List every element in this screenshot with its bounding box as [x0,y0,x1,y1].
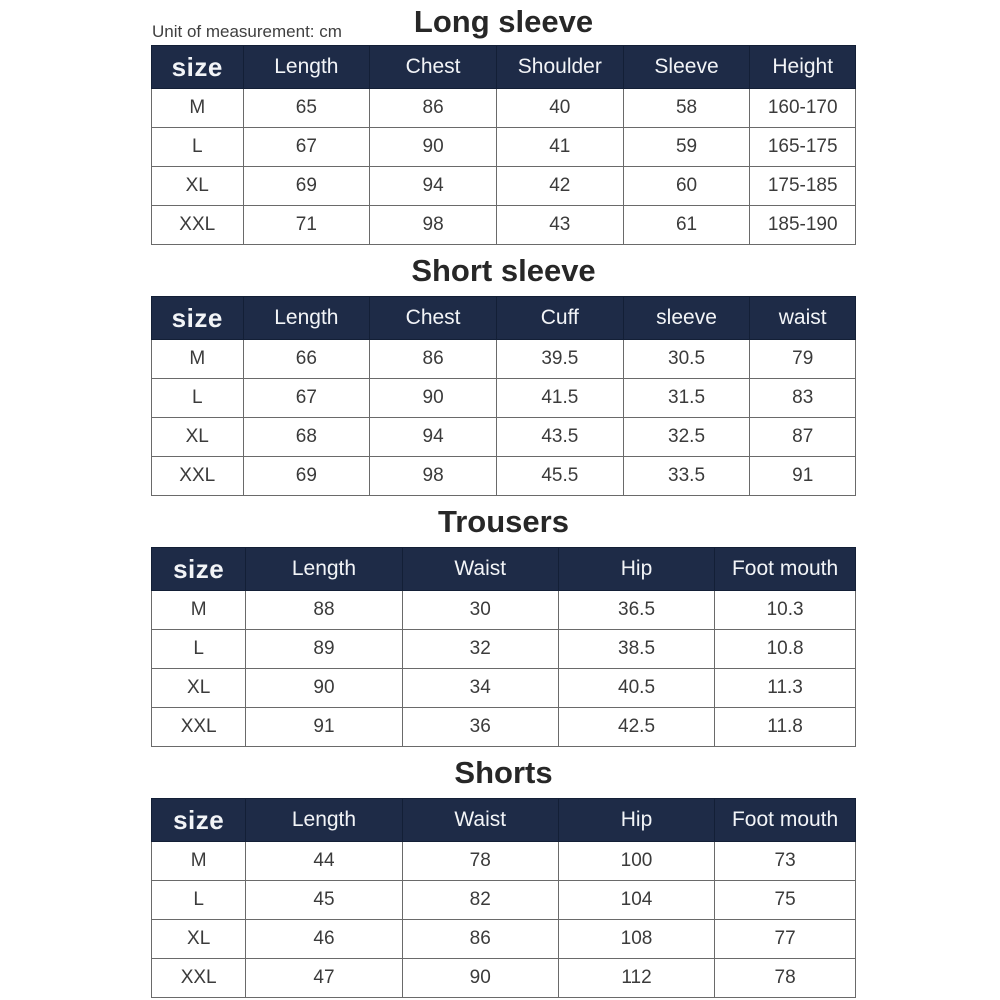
value-cell: 71 [243,206,370,245]
short-sleeve-size-table [151,296,856,496]
value-cell: 41 [496,128,623,167]
table-row [152,340,856,379]
size-cell: L [152,379,244,418]
value-cell: 60 [623,167,750,206]
value-cell: 86 [370,89,497,128]
table-row [152,881,856,920]
value-cell: 89 [246,630,402,669]
table-row [152,630,856,669]
value-cell: 30 [402,591,558,630]
header-cell: Foot mouth [715,548,856,591]
size-cell: XXL [152,206,244,245]
value-cell: 11.3 [715,669,856,708]
header-row [152,46,856,89]
value-cell: 30.5 [623,340,750,379]
value-cell: 65 [243,89,370,128]
header-cell: Length [243,297,370,340]
value-cell: 175-185 [750,167,856,206]
size-cell: M [152,340,244,379]
header-cell: Cuff [496,297,623,340]
value-cell: 94 [370,167,497,206]
value-cell: 43.5 [496,418,623,457]
value-cell: 68 [243,418,370,457]
header-cell: Shoulder [496,46,623,89]
value-cell: 77 [715,920,856,959]
value-cell: 11.8 [715,708,856,747]
value-cell: 90 [370,379,497,418]
value-cell: 33.5 [623,457,750,496]
value-cell: 10.3 [715,591,856,630]
header-cell: waist [750,297,856,340]
value-cell: 38.5 [558,630,714,669]
value-cell: 69 [243,457,370,496]
value-cell: 42 [496,167,623,206]
header-cell: Sleeve [623,46,750,89]
header-cell: Length [246,799,402,842]
value-cell: 91 [750,457,856,496]
table-row [152,669,856,708]
value-cell: 36 [402,708,558,747]
size-header-cell: size [152,799,246,842]
size-cell: XL [152,669,246,708]
value-cell: 43 [496,206,623,245]
table-row [152,379,856,418]
header-row [152,799,856,842]
table-title-shorts: Shorts [454,755,553,790]
size-header-cell: size [152,297,244,340]
value-cell: 83 [750,379,856,418]
shorts-size-table [151,798,856,998]
header-cell: Waist [402,799,558,842]
value-cell: 67 [243,379,370,418]
size-cell: XXL [152,708,246,747]
value-cell: 47 [246,959,402,998]
value-cell: 41.5 [496,379,623,418]
size-cell: L [152,630,246,669]
size-cell: XL [152,418,244,457]
header-cell: sleeve [623,297,750,340]
value-cell: 44 [246,842,402,881]
table-title-long-sleeve: Long sleeve [413,4,594,39]
value-cell: 86 [402,920,558,959]
value-cell: 108 [558,920,714,959]
size-header-cell: size [152,548,246,591]
value-cell: 78 [715,959,856,998]
value-cell: 66 [243,340,370,379]
value-cell: 90 [246,669,402,708]
value-cell: 69 [243,167,370,206]
value-cell: 46 [246,920,402,959]
header-row [152,297,856,340]
size-cell: M [152,89,244,128]
size-header-cell: size [152,46,244,89]
value-cell: 86 [370,340,497,379]
value-cell: 79 [750,340,856,379]
size-chart-sheet [151,0,856,1000]
header-row [152,548,856,591]
sheet-header [151,0,856,45]
size-cell: XXL [152,457,244,496]
size-cell: XL [152,167,244,206]
value-cell: 160-170 [750,89,856,128]
header-cell: Waist [402,548,558,591]
value-cell: 185-190 [750,206,856,245]
header-cell: Hip [558,799,714,842]
value-cell: 40 [496,89,623,128]
value-cell: 61 [623,206,750,245]
value-cell: 75 [715,881,856,920]
header-cell: Chest [370,297,497,340]
value-cell: 98 [370,457,497,496]
size-cell: L [152,128,244,167]
table-row [152,457,856,496]
value-cell: 36.5 [558,591,714,630]
table-row [152,708,856,747]
value-cell: 100 [558,842,714,881]
value-cell: 87 [750,418,856,457]
value-cell: 88 [246,591,402,630]
header-cell: Chest [370,46,497,89]
header-cell: Hip [558,548,714,591]
value-cell: 34 [402,669,558,708]
value-cell: 104 [558,881,714,920]
value-cell: 165-175 [750,128,856,167]
table-row [152,89,856,128]
value-cell: 90 [402,959,558,998]
trousers-size-table [151,547,856,747]
value-cell: 42.5 [558,708,714,747]
value-cell: 73 [715,842,856,881]
unit-of-measurement-note: Unit of measurement: cm [152,22,342,41]
header-cell: Length [246,548,402,591]
long-sleeve-size-table [151,45,856,245]
table-title-trousers: Trousers [438,504,569,539]
value-cell: 78 [402,842,558,881]
header-cell: Length [243,46,370,89]
size-cell: M [152,591,246,630]
table-row [152,167,856,206]
value-cell: 98 [370,206,497,245]
size-cell: XXL [152,959,246,998]
header-cell: Height [750,46,856,89]
table-row [152,128,856,167]
size-cell: XL [152,920,246,959]
value-cell: 31.5 [623,379,750,418]
value-cell: 10.8 [715,630,856,669]
value-cell: 58 [623,89,750,128]
value-cell: 82 [402,881,558,920]
header-cell: Foot mouth [715,799,856,842]
value-cell: 94 [370,418,497,457]
table-row [152,959,856,998]
table-row [152,206,856,245]
size-cell: L [152,881,246,920]
table-title-short-sleeve: Short sleeve [411,253,596,288]
size-cell: M [152,842,246,881]
value-cell: 112 [558,959,714,998]
value-cell: 59 [623,128,750,167]
value-cell: 39.5 [496,340,623,379]
value-cell: 40.5 [558,669,714,708]
value-cell: 45.5 [496,457,623,496]
value-cell: 32 [402,630,558,669]
value-cell: 91 [246,708,402,747]
table-row [152,842,856,881]
value-cell: 45 [246,881,402,920]
value-cell: 67 [243,128,370,167]
table-row [152,418,856,457]
value-cell: 90 [370,128,497,167]
value-cell: 32.5 [623,418,750,457]
table-row [152,591,856,630]
table-row [152,920,856,959]
